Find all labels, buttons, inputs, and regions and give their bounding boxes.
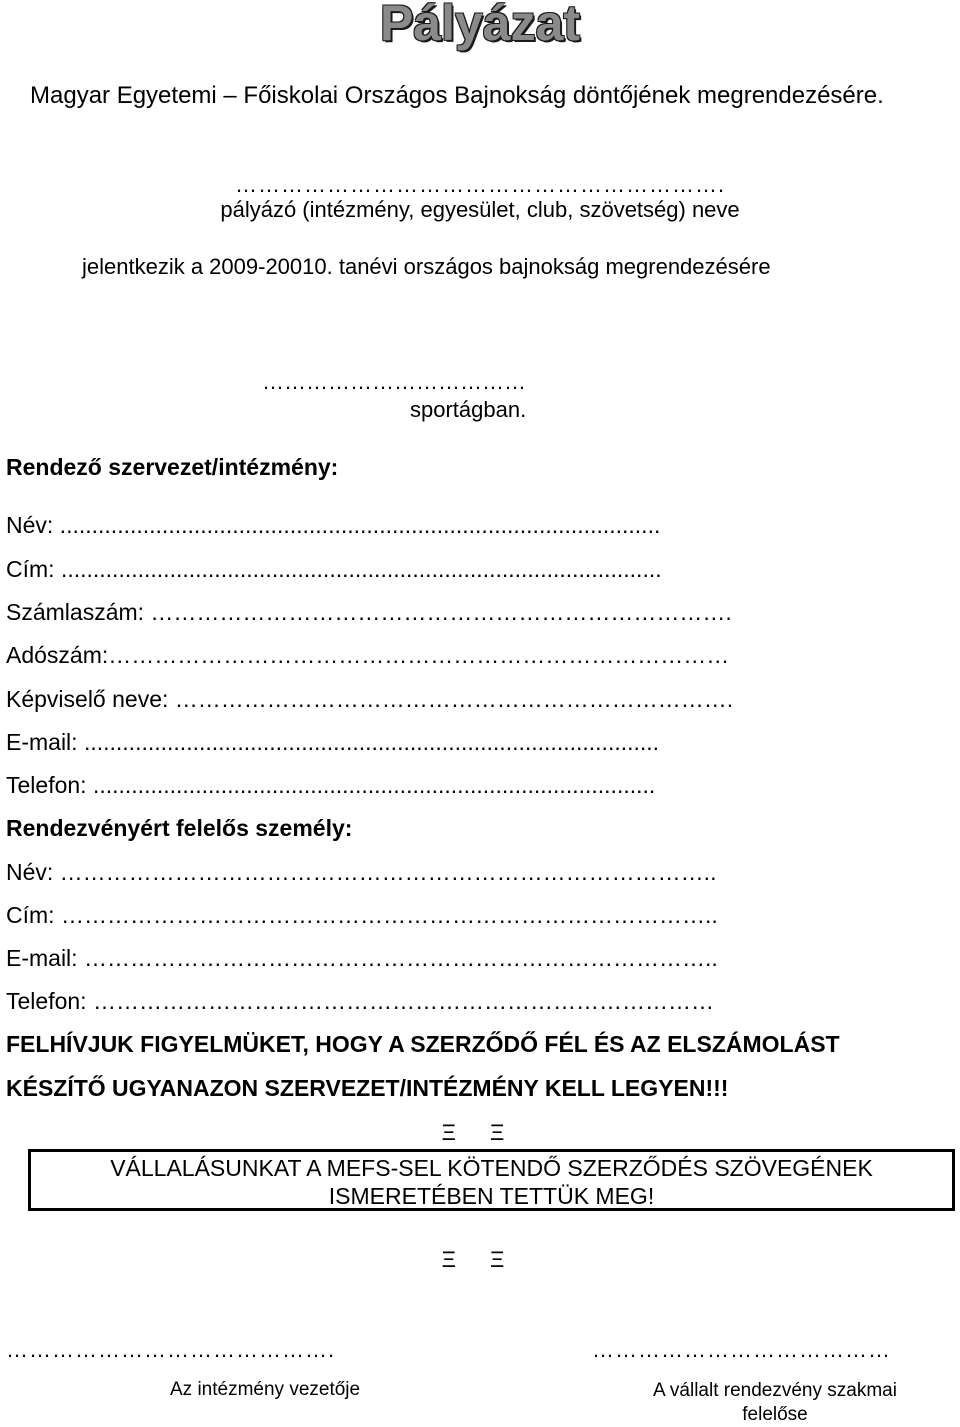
declaration-line-2: ISMERETÉBEN TETTÜK MEG! xyxy=(328,1183,655,1209)
signature-label-left: Az intézmény vezetője xyxy=(170,1379,361,1400)
notice-line-1: FELHÍVJUK FIGYELMÜKET, HOGY A SZERZŐDŐ FÉL ÉS AZ ELSZÁMOLÁST xyxy=(6,1031,840,1057)
announce-text: jelentkezik a 2009-20010. tanévi országos bajnokság megrendezésére xyxy=(82,254,771,279)
sport-dotted-line[interactable]: ……………………………… xyxy=(262,369,526,394)
applicant-label: pályázó (intézmény, egyesület, club, szövetség) neve xyxy=(220,197,740,222)
notice-line-2: KÉSZÍTŐ UGYANAZON SZERVEZET/INTÉZMÉNY KELL LEGYEN!!! xyxy=(6,1075,729,1101)
responsible-email-field[interactable]: E-mail: ……………………………………………………………………….. xyxy=(6,945,718,971)
page-title: Pályázat xyxy=(379,0,581,51)
applicant-dotted-line[interactable]: ………………………………………………………. xyxy=(234,172,726,197)
organizer-account-field[interactable]: Számlaszám: …………………………………………………………………. xyxy=(6,599,732,625)
signature-label-right: A vállalt rendezvény szakmai felelőse xyxy=(653,1380,897,1425)
organizer-tax-field[interactable]: Adószám:……………………………………………………………………… xyxy=(6,642,730,668)
signature-line-right[interactable]: ………………………………… xyxy=(592,1337,891,1362)
organizer-email-field[interactable]: E-mail: .......................................................................................... xyxy=(6,729,660,755)
xi-symbols-bottom: Ξ Ξ xyxy=(441,1247,519,1272)
declaration-box xyxy=(28,1149,955,1211)
declaration-line-1: VÁLLALÁSUNKAT A MEFS-SEL KÖTENDŐ SZERZŐDÉS SZÖVEGÉNEK xyxy=(110,1155,873,1181)
signature-line-left[interactable]: ……………………………………. xyxy=(6,1337,336,1362)
responsible-phone-field[interactable]: Telefon: ……………………………………………………………………… xyxy=(6,988,714,1014)
organizer-representative-field[interactable]: Képviselő neve: ………………………………………………………………. xyxy=(6,686,734,712)
xi-symbols-top: Ξ Ξ xyxy=(441,1120,519,1145)
organizer-heading: Rendező szervezet/intézmény: xyxy=(6,454,339,480)
organizer-address-field[interactable]: Cím: .............................................................................................. xyxy=(6,556,662,582)
responsible-heading: Rendezvényért felelős személy: xyxy=(6,815,353,841)
sport-label: sportágban. xyxy=(410,397,527,422)
organizer-phone-field[interactable]: Telefon: ........................................................................................ xyxy=(6,772,656,798)
organizer-name-field[interactable]: Név: .............................................................................................. xyxy=(6,512,661,538)
subtitle: Magyar Egyetemi – Főiskolai Országos Bajnokság döntőjének megrendezésére. xyxy=(30,82,884,109)
responsible-address-field[interactable]: Cím: ………………………………………………………………………….. xyxy=(6,902,718,928)
responsible-name-field[interactable]: Név: ………………………………………………………………………….. xyxy=(6,859,717,885)
